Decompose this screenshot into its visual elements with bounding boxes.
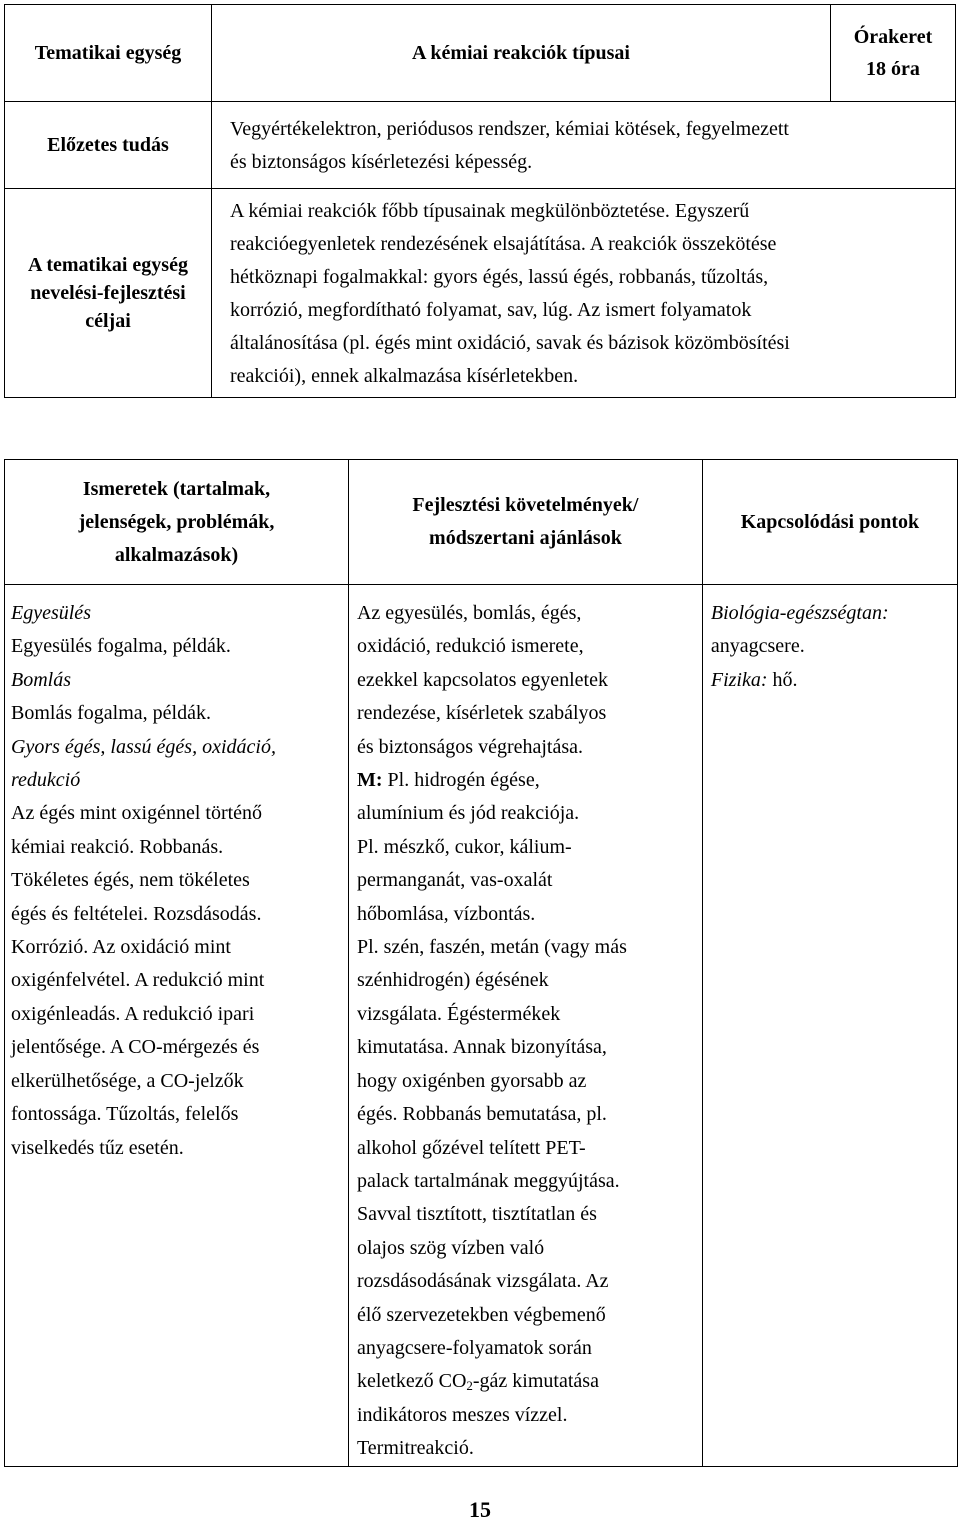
req-line: vizsgálata. Égéstermékek [356,1002,561,1025]
section-title: Bomlás [11,668,71,691]
goals-line: korrózió, megfordítható folyamat, sav, lúg. Az ismert folyamatok [230,299,752,321]
header-line: Kapcsolódási pontok [740,510,920,533]
section-text: égés és feltételei. Rozsdásodás. [11,902,262,925]
req-line: élő szervezetekben végbemenő [356,1303,606,1326]
req-line-co2 [357,1365,696,1398]
req-line: palack tartalmának meggyújtása. [356,1169,620,1192]
connections-cell [702,585,957,1467]
req-line: rozsdásodásának vizsgálata. Az [356,1270,609,1293]
req-line: Pl. mészkő, cukor, kálium- [356,835,572,858]
section-text: Korrózió. Az oxidáció mint [11,936,231,959]
req-line: Savval tisztított, tisztítatlan és [356,1203,597,1226]
biology-label: Biológia-egészségtan: [710,602,889,624]
unit-label-cell [5,5,212,102]
req-line: rendezése, kísérletek szabályos [356,702,607,725]
section-text: kémiai reakció. Robbanás. [11,835,224,858]
goals-line: A kémiai reakciók főbb típusainak megkülönböztetése. Egyszerű [230,200,750,222]
hours-value: 18 óra [866,58,920,80]
section-text: oxigénleadás. A redukció ipari [11,1002,255,1025]
req-line: ezekkel kapcsolatos egyenletek [356,668,608,691]
physics-text: hő. [767,668,798,691]
prior-knowledge-label-cell [5,102,212,189]
goals-label-line: céljai [85,310,131,332]
prior-line: Vegyértékelektron, periódusos rendszer, kémiai kötések, fegyelmezett [230,118,789,140]
header-line: Ismeretek (tartalmak, [82,477,271,500]
req-line: hogy oxigénben gyorsabb az [356,1069,587,1092]
requirements-cell [348,585,702,1467]
section-text: viselkedés tűz esetén. [11,1136,184,1159]
req-line: Pl. szén, faszén, metán (vagy más [356,936,627,959]
methods-text: Pl. hidrogén égése, [382,769,540,792]
req-line: Termitreakció. [356,1437,474,1460]
req-line: indikátoros meszes vízzel. [356,1403,568,1426]
req-line: és biztonságos végrehajtása. [356,735,584,758]
goals-text [212,189,956,398]
section-text: jelentősége. A CO-mérgezés és [11,1036,260,1059]
goals-line: hétköznapi fogalmakkal: gyors égés, lassú égés, robbanás, tűzoltás, [230,266,769,288]
req-line: kimutatása. Annak bizonyítása, [356,1036,607,1059]
section-title: Egyesülés [11,602,91,624]
goals-line: általánosítása (pl. égés mint oxidáció, savak és bázisok közömbösítési [230,332,790,354]
section-text: oxigénfelvétel. A redukció mint [11,969,265,992]
knowledge-cell [5,585,349,1467]
unit-label: Tematikai egység [34,42,182,64]
header-knowledge [5,460,349,585]
physics-label: Fizika: [710,668,768,691]
header-line: módszertani ajánlások [429,527,622,549]
header-line: alkalmazások) [114,543,239,566]
section-text: Egyesülés fogalma, példák. [11,635,231,658]
req-line: permanganát, vas-oxalát [356,869,553,892]
content-table [4,459,958,1467]
unit-title: A kémiai reakciók típusai [412,41,630,64]
header-line: Fejlesztési követelmények/ [412,494,639,516]
req-line: alumínium és jód reakciója. [356,802,580,825]
req-line: anyagcsere-folyamatok során [356,1336,592,1359]
req-line: alkohol gőzével telített PET- [356,1136,586,1159]
req-line: égés. Robbanás bemutatása, pl. [356,1103,607,1126]
req-line: oxidáció, redukció ismerete, [356,635,584,658]
req-line: olajos szög vízben való [356,1236,545,1259]
unit-title-cell [212,5,831,102]
header-table [4,4,956,398]
goals-label-cell [5,189,212,398]
goals-line: reakciói), ennek alkalmazása kísérletekben. [230,365,579,387]
section-text: Tökéletes égés, nem tökéletes [11,869,250,892]
section-text: Az égés mint oxigénnel történő [11,802,263,825]
prior-line: és biztonságos kísérletezési képesség. [230,151,533,173]
page-number: 15 [469,1497,491,1522]
section-text: fontossága. Tűzoltás, felelős [11,1103,239,1126]
goals-label-line: nevelési-fejlesztési [30,282,186,304]
goals-line: reakcióegyenletek rendezésének elsajátítása. A reakciók összekötése [230,233,777,255]
methods-label: M: [356,769,383,792]
hours-cell [831,5,956,102]
prior-knowledge-text [212,102,956,189]
biology-text: anyagcsere. [710,635,805,658]
req-line: hőbomlása, vízbontás. [356,902,536,925]
req-line: szénhidrogén) égésének [356,969,549,992]
co2-prefix: keletkező CO [356,1370,467,1393]
req-line: Az egyesülés, bomlás, égés, [356,602,582,624]
section-text: elkerülhetősége, a CO-jelzők [11,1069,244,1092]
header-requirements [348,460,702,585]
header-line: jelenségek, problémák, [78,510,275,533]
req-line-m [357,764,696,797]
co2-subscript: 2 [466,1378,473,1394]
hours-label: Órakeret [853,26,933,48]
physics-line [711,664,951,697]
header-connections [702,460,957,585]
section-title: redukció [11,769,81,792]
section-title: Gyors égés, lassú égés, oxidáció, [11,735,276,758]
co2-suffix: -gáz kimutatása [472,1370,599,1393]
section-text: Bomlás fogalma, példák. [11,702,211,725]
goals-label-line: A tematikai egység [28,254,188,276]
prior-knowledge-label: Előzetes tudás [47,134,169,156]
